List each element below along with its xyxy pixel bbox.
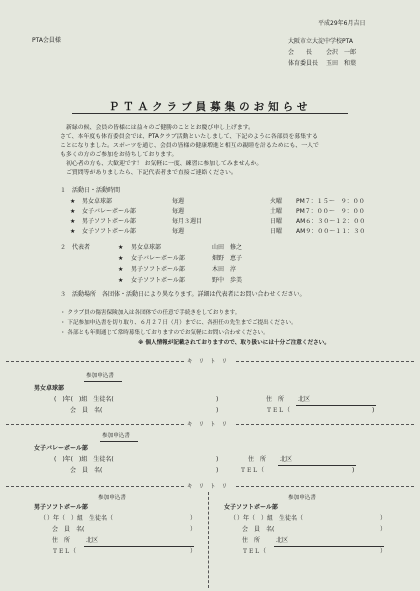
form-club-name: 男女卓球部: [34, 385, 65, 392]
paren-close: ）: [190, 526, 197, 533]
grade-class-paren: （: [40, 515, 47, 522]
tel-label[interactable]: ＴＥＬ（: [266, 407, 291, 414]
form-heading: 参加申込書: [288, 495, 316, 501]
rep-club: 女子ソフトボール部: [131, 277, 185, 284]
cut-label: キリトリ: [184, 357, 236, 365]
issue-date: 平成29年6月吉日: [318, 20, 366, 27]
member-name-label[interactable]: 会 員 名(: [70, 407, 103, 414]
form-divider: [208, 492, 209, 588]
paren-close: ): [216, 467, 219, 474]
phys-name: 玉田 和葉: [326, 60, 357, 67]
schedule-freq: 毎月３週目: [172, 218, 203, 225]
form-club-name: 女子バレーボール部: [34, 445, 88, 452]
address-label: 住 所: [248, 456, 267, 463]
title-underline: [72, 113, 348, 114]
star-icon: ★: [118, 244, 124, 251]
rep-name: 木田 淳: [212, 266, 237, 273]
member-name-label[interactable]: 会 員 名(: [52, 526, 85, 533]
grade-class-paren: （: [230, 515, 237, 522]
chair-name: 会沢 一郎: [326, 49, 357, 56]
schedule-freq: 毎週: [172, 198, 185, 205]
tel-label[interactable]: ＴＥＬ（: [52, 548, 77, 555]
address-label: 住 所: [52, 537, 71, 544]
body-line-2: さて、本年度も体育委員会では、PTAクラブ活動といたしまして、下記のように各部員を募集する: [60, 134, 318, 140]
paren-close: ）: [190, 515, 197, 522]
section1-heading: １ 活動日・活動時間: [60, 187, 121, 194]
schedule-time: AM６：３０〜１２：００: [296, 218, 366, 225]
schedule-club: 男女卓球部: [82, 198, 113, 205]
note-2: ・ 下記参加申込書を切り取り、６月２７日（月）までに、各担任の先生までご提出ください。: [60, 320, 297, 326]
schedule-club: 男子ソフトボール部: [82, 218, 136, 225]
schedule-time: PM７：１５〜 ９：００: [296, 198, 365, 205]
rep-name: 畑野 恵子: [212, 255, 243, 262]
paren-close: ): [372, 407, 375, 414]
section2-heading: ２ 代表者: [60, 244, 91, 251]
schedule-freq: 毎週: [172, 208, 185, 215]
grade-class-label[interactable]: ( )年( )組 生徒名(: [54, 456, 114, 463]
form-club-name: 女子ソフトボール部: [224, 504, 278, 511]
chair-role: 会 長: [288, 49, 313, 56]
schedule-day: 土曜: [270, 208, 283, 215]
schedule-day: 日曜: [270, 218, 283, 225]
address-label: 住 所: [242, 537, 261, 544]
section3-text: ３ 活動場所 各団体・活動日により異なります。詳細は代表者にお問い合わせください。: [60, 291, 306, 298]
grade-class-label[interactable]: ( )年( )組 生徒名(: [54, 396, 114, 403]
paren-close: ）: [380, 548, 387, 555]
tel-label[interactable]: ＴＥＬ（: [240, 467, 265, 474]
paren-close: ): [216, 396, 219, 403]
paren-close: ）: [380, 515, 387, 522]
body-line-4: も多くの方のご参加をお待ちしております。: [60, 152, 178, 158]
address-label: 住 所: [266, 396, 285, 403]
star-icon: ★: [70, 198, 76, 205]
address-field[interactable]: 北区: [298, 396, 311, 403]
schedule-freq: 毎週: [172, 228, 185, 235]
paren-close: ）: [190, 548, 197, 555]
star-icon: ★: [118, 266, 124, 273]
rep-name: 野中 歩美: [212, 277, 243, 284]
note-3: ・ 各部とも年間通じて常時募集しておりますのでお気軽にお問い合わせください。: [60, 330, 269, 336]
schedule-time: AM９：００〜１１：３０: [296, 228, 366, 235]
schedule-club: 女子ソフトボール部: [82, 228, 136, 235]
schedule-day: 日曜: [270, 228, 283, 235]
rep-club: 男子ソフトボール部: [131, 266, 185, 273]
star-icon: ★: [70, 228, 76, 235]
note-1: ・ クラブ員の傷害保険加入は各団体での任意で手続きをしております。: [60, 310, 241, 316]
star-icon: ★: [70, 208, 76, 215]
address-field[interactable]: 北区: [276, 537, 289, 544]
body-line-3: ことになりました。スポーツを通じ、会員の皆様の健康増進と相互の親睦を計るためにも、一人で: [60, 143, 319, 149]
form-heading: 参加申込書: [86, 373, 114, 379]
body-line-5: 初心者の方も、大歓迎です！ お気軽に一度、練習に参加してみませんか。: [66, 161, 263, 167]
phys-role: 体育委員長: [288, 60, 319, 67]
schedule-club: 女子バレーボール部: [82, 208, 136, 215]
form-heading: 参加申込書: [98, 495, 126, 501]
rep-club: 女子バレーボール部: [131, 255, 185, 262]
star-icon: ★: [118, 255, 124, 262]
grade-class-label[interactable]: ）年（ ）組 生徒名（: [47, 515, 114, 522]
paren-close: ): [216, 456, 219, 463]
star-icon: ★: [70, 218, 76, 225]
privacy-note: ※ 個人情報が記載されておりますので、取り扱いには十分ご注意ください。: [138, 340, 330, 346]
rep-club: 男女卓球部: [131, 244, 162, 251]
addressee: PTA会員様: [32, 37, 61, 44]
grade-class-label[interactable]: ）年（ ）組 生徒名（: [237, 515, 304, 522]
paren-close: ）: [380, 526, 387, 533]
member-name-label[interactable]: 会 員 名(: [70, 467, 103, 474]
address-field[interactable]: 北区: [86, 537, 99, 544]
address-field[interactable]: 北区: [280, 456, 293, 463]
body-line-6: ご質問等がありましたら、下記代表者まで直接ご連絡ください。: [66, 170, 237, 176]
cut-label: キリトリ: [184, 420, 236, 428]
paren-close: ): [352, 467, 355, 474]
rep-name: 山田 修之: [212, 244, 243, 251]
cut-label: キリトリ: [184, 482, 236, 490]
star-icon: ★: [118, 277, 124, 284]
member-name-label[interactable]: 会 員 名(: [242, 526, 275, 533]
body-line-1: 新緑の候、会員の皆様には益々のご健勝のこととお慶び申し上げます。: [66, 125, 255, 131]
paren-close: ): [216, 407, 219, 414]
form-club-name: 男子ソフトボール部: [34, 504, 88, 511]
page-title: ＰＴＡクラブ員募集のお知らせ: [108, 101, 312, 113]
tel-label[interactable]: ＴＥＬ（: [242, 548, 267, 555]
school-name: 大阪市立大淀中学校PTA: [288, 38, 353, 45]
schedule-time: PM７：００〜 ９：００: [296, 208, 365, 215]
form-heading: 参加申込書: [102, 433, 130, 439]
schedule-day: 火曜: [270, 198, 283, 205]
